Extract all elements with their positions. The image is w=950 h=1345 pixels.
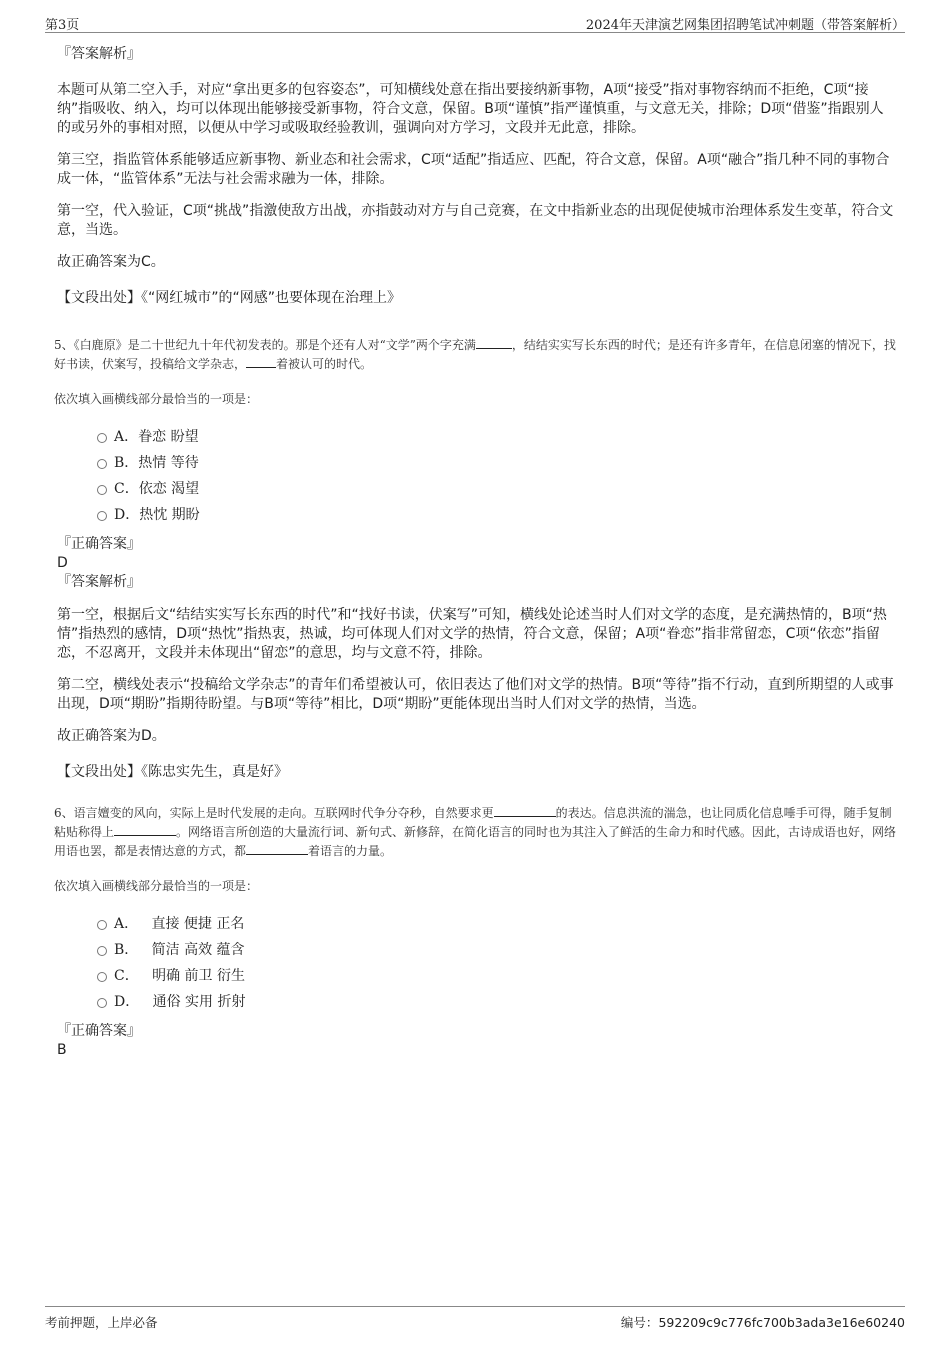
correct-answer-label: 『正确答案』 (57, 1023, 141, 1039)
passage-source: 【文段出处】《“网红城市”的“网感”也要体现在治理上》 (57, 290, 402, 306)
radio-button-icon[interactable] (97, 433, 107, 443)
correct-answer: D (57, 555, 68, 571)
document-code: 编号：592209c9c776fc700b3ada3e16e60240 (620, 1315, 905, 1330)
radio-button-icon[interactable] (97, 459, 107, 469)
page-header (45, 12, 905, 33)
radio-button-icon[interactable] (97, 920, 107, 930)
analysis-paragraph: 第一空，代入验证，C项“挑战”指激使敌方出战，亦指鼓动对方与自己竞赛，在文中指新业态的出现促使城市治理体系发生变革，符合文意，当选。 (57, 203, 894, 238)
document-title: 2024年天津演艺网集团招聘笔试冲刺题（带答案解析） (585, 18, 905, 33)
question-6-stem: 6、语言嬗变的风向，实际上是时代发展的走向。互联网时代争分夺秒，自然要求更 的表达。信息洪流的湍急，也让同质化信息唾手可得，随手复制粘贴称得上 。网络语言所创造的大量流行词、新句式、新修辞，在简化语言的同时也为其注入了鲜活的生命力和时代感。因此，古诗成语也好，网络用语也罢，都是表情达意的方式，都 着语言的力量。 (54, 806, 897, 858)
answer-conclusion: 故正确答案为D。 (57, 728, 166, 744)
radio-button-icon[interactable] (97, 946, 107, 956)
fill-blank (246, 842, 308, 855)
analysis-label: 『答案解析』 (57, 574, 141, 590)
radio-button-icon[interactable] (97, 485, 107, 495)
analysis-paragraph: 第一空，根据后文“结结实实写长东西的时代”和“找好书读，伏案写”可知，横线处论述当时人们对文学的态度，是充满热情的，B项“热情”指热烈的感情，D项“热忱”指热衷，热诚，均可体现人们对文学的热情，符合文意，保留；A项“眷恋”指非常留恋，C项“依恋”指留恋，不忍离开，文段并未体现出“留恋”的意思，均与文意不符，排除。 (57, 607, 887, 661)
question-5-stem: 5、《白鹿原》是二十世纪九十年代初发表的。那是个还有人对“文学”两个字充满 ，结结实实写长东西的时代；是还有许多青年，在信息闭塞的情况下，找好书读，伏案写，投稿给文学杂志， 着被认可的时代。 (54, 338, 896, 371)
option-c[interactable]: C．依恋 渴望 (57, 476, 897, 502)
answer-conclusion: 故正确答案为C。 (57, 254, 165, 270)
page-content (54, 44, 897, 1059)
fill-blank (114, 823, 176, 836)
analysis-paragraph: 本题可从第二空入手，对应“拿出更多的包容姿态”，可知横线处意在指出要接纳新事物，A项“接受”指对事物容纳而不拒绝，C项“接纳”指吸收、纳入，均可以体现出能够接受新事物，符合文意，保留。B项“谨慎”指严谨慎重，与文意无关，排除；D项“借鉴”指跟别人的或另外的事相对照，以便从中学习或吸取经验教训，强调向对方学习，文段并无此意，排除。 (57, 82, 884, 136)
page-number: 第3页 (45, 18, 80, 33)
option-c[interactable]: C． 明确 前卫 衍生 (57, 963, 897, 989)
analysis-paragraph: 第二空，横线处表示“投稿给文学杂志”的青年们希望被认可，依旧表达了他们对文学的热情。B项“等待”指不行动，直到所期望的人或事出现，D项“期盼”指期待盼望。与B项“等待”相比，D项“期盼”更能体现出当时人们对文学的热情，当选。 (57, 677, 894, 712)
page-footer (45, 1306, 905, 1329)
option-d[interactable]: D． 通俗 实用 折射 (57, 989, 897, 1015)
correct-answer: B (57, 1042, 67, 1058)
passage-source: 【文段出处】《陈忠实先生，真是好》 (57, 764, 288, 780)
option-a[interactable]: A．眷恋 盼望 (57, 424, 897, 450)
question-5-options (57, 424, 897, 528)
option-d[interactable]: D．热忱 期盼 (57, 502, 897, 528)
question-instruction: 依次填入画横线部分最恰当的一项是： (54, 879, 259, 893)
radio-button-icon[interactable] (97, 998, 107, 1008)
question-instruction: 依次填入画横线部分最恰当的一项是： (54, 392, 259, 406)
fill-blank (476, 336, 512, 349)
correct-answer-label: 『正确答案』 (57, 536, 141, 552)
fill-blank (246, 355, 276, 368)
option-b[interactable]: B．热情 等待 (57, 450, 897, 476)
analysis-label: 『答案解析』 (57, 46, 141, 62)
footer-slogan: 考前押题，上岸必备 (45, 1315, 158, 1330)
option-b[interactable]: B． 简洁 高效 蕴含 (57, 937, 897, 963)
option-a[interactable]: A． 直接 便捷 正名 (57, 911, 897, 937)
radio-button-icon[interactable] (97, 511, 107, 521)
question-6-options (57, 911, 897, 1015)
analysis-paragraph: 第三空，指监管体系能够适应新事物、新业态和社会需求，C项“适配”指适应、匹配，符合文意，保留。A项“融合”指几种不同的事物合成一体，“监管体系”无法与社会需求融为一体，排除。 (57, 152, 890, 187)
fill-blank (494, 804, 556, 817)
radio-button-icon[interactable] (97, 972, 107, 982)
